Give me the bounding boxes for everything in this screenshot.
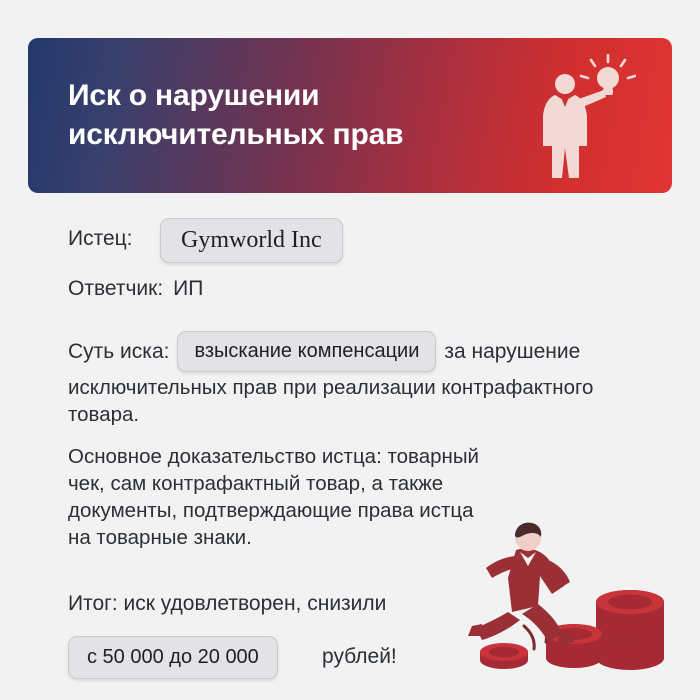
plaintiff-row [68,227,133,251]
plaintiff-label: Истец: [68,227,133,250]
defendant-label: Ответчик: [68,277,164,300]
defendant-row [68,277,203,301]
result-label: Итог: иск удовлетворен, снизили [68,592,387,615]
page-title: Иск о нарушении исключительных прав [68,79,404,151]
amount-chip: с 50 000 до 20 000 [68,636,278,679]
evidence-text: Основное доказательство истца: товарный чек, сам контрафактный товар, а также документы, подтверждающие права истца на товарные знаки. [68,445,480,549]
header-banner [28,38,672,193]
claim-label: Суть иска: [68,339,170,363]
defendant-value: ИП [173,277,204,300]
running-businessman-with-coins-icon [412,494,682,694]
claim-tail: за нарушение [444,339,581,363]
claim-continuation: исключительных прав при реализации контрафактного товара. [68,376,594,426]
businessman-with-idea-icon [516,54,636,182]
amount-tail: рублей! [322,645,397,668]
claim-chip: взыскание компенсации [177,331,436,372]
claim-row [68,331,678,372]
plaintiff-value-chip: Gymworld Inc [160,218,343,263]
result-row [68,592,386,616]
